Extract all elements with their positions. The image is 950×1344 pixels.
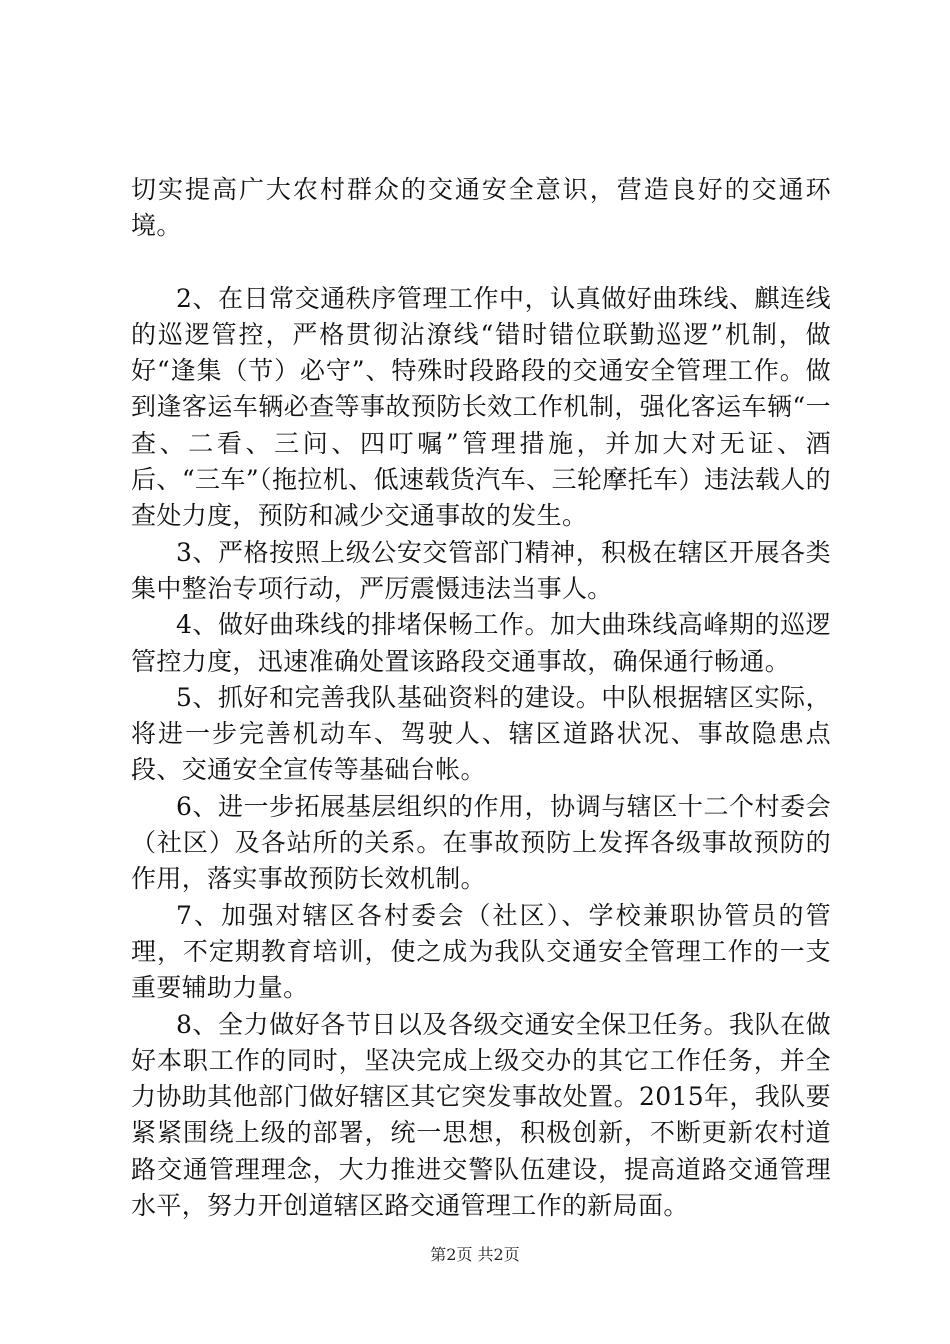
paragraph-7: 7、加强对辖区各村委会（社区）、学校兼职协管员的管理，不定期教育培训，使之成为我队交通安全管理工作的一支重要辅助力量。 bbox=[131, 900, 831, 1003]
lead-line: 切实提高广大农村群众的交通安全意识，营造良好的交通环境。 bbox=[131, 175, 831, 241]
document-body bbox=[131, 172, 831, 1224]
paragraph-3: 3、严格按照上级公安交管部门精神，积极在辖区开展各类集中整治专项行动，严厉震慑违法当事人。 bbox=[131, 537, 831, 603]
paragraph-2: 2、在日常交通秩序管理工作中，认真做好曲珠线、麒连线的巡逻管控，严格贯彻沾潦线“错时错位联勤巡逻”机制，做好“逢集（节）必守”、特殊时段路段的交通安全管理工作。做到逢客运车辆必查等事故预防长效工作机制，强化客运车辆“一查、二看、三问、四叮嘱”管理措施，并加大对无证、酒后、“三车”（拖拉机、低速载货汽车、三轮摩托车）违法载人的查处力度，预防和减少交通事故的发生。 bbox=[131, 283, 831, 531]
paragraph-8: 8、全力做好各节日以及各级交通安全保卫任务。我队在做好本职工作的同时，坚决完成上级交办的其它工作任务，并全力协助其他部门做好辖区其它突发事故处置。2015年，我队要紧紧围绕上级的部署，统一思想，积极创新，不断更新农村道路交通管理理念，大力推进交警队伍建设，提高道路交通管理水平，努力开创道辖区路交通管理工作的新局面。 bbox=[131, 1009, 831, 1221]
paragraph-5: 5、抓好和完善我队基础资料的建设。中队根据辖区实际，将进一步完善机动车、驾驶人、辖区道路状况、事故隐患点段、交通安全宣传等基础台帐。 bbox=[131, 682, 831, 785]
page-footer: 第2页 共2页 bbox=[430, 1245, 520, 1264]
paragraph-4: 4、做好曲珠线的排堵保畅工作。加大曲珠线高峰期的巡逻管控力度，迅速准确处置该路段交通事故，确保通行畅通。 bbox=[131, 610, 831, 676]
paragraph-6: 6、进一步拓展基层组织的作用，协调与辖区十二个村委会（社区）及各站所的关系。在事故预防上发挥各级事故预防的作用，落实事故预防长效机制。 bbox=[131, 791, 831, 894]
